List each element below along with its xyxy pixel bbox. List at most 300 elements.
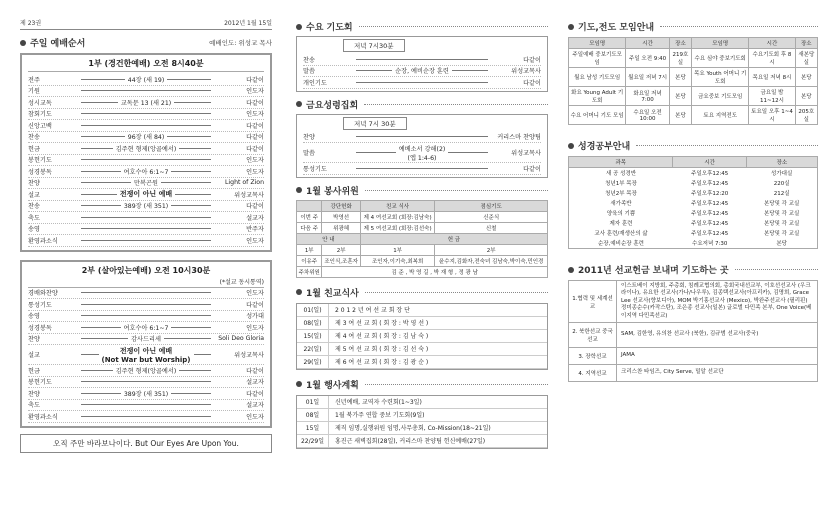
mission-category: 3. 장학선교 <box>569 348 617 365</box>
item-detail <box>78 389 214 398</box>
item-detail <box>78 98 214 107</box>
fellowship-row <box>297 317 547 330</box>
service2-row <box>28 334 264 346</box>
item-person: 다같이 <box>246 122 264 130</box>
item-detail <box>78 346 214 364</box>
meet-cell: 본당 <box>669 87 691 106</box>
leader-line <box>179 370 211 371</box>
study-cell: 본당및 각 교실 <box>763 211 800 217</box>
vol-usher: 조인자,이기숙,최복희 <box>360 255 434 266</box>
item-label: 찬양 <box>28 336 40 344</box>
item-text: 예베소서 강해(2) (엡 1:4-6) <box>398 145 446 162</box>
item-text: 여호수아 6:1~7 <box>123 324 169 332</box>
item-person: 인도자 <box>246 157 264 165</box>
meet-cell: 본당 <box>669 106 691 125</box>
fellowship-date: 22(일) <box>297 343 329 355</box>
fellowship-text: 2 0 1 2 년 여 선 교 회 장 단 <box>335 307 410 314</box>
item-person: 다같이 <box>246 203 264 211</box>
item-person: 성가대 <box>246 313 264 321</box>
event-row <box>297 422 547 435</box>
item-label: 찬양 <box>303 134 315 142</box>
item-person: 인도자 <box>246 111 264 119</box>
mission-detail: 이스트베이 지방회, 주총회, 침례교협의회, 총회국내선교부, 이호선선교사 (우크라이나), 유요한 선교사(가나/나우루), 김종택선교사(아프리카), 김명희, Grace Lee 선교사(향보디아), MOM 박기홍선교사 (Mexico), 박완주선교사 (필리핀) 정미종순수(카작스탄), 조은종 선교사(일본) 글로벌 다민족 본부, One Voice(베이지역 다민족선교) <box>617 281 818 323</box>
leader-line <box>81 416 211 417</box>
service1-row <box>28 74 264 86</box>
item-text: 44장 (새 19) <box>127 76 165 84</box>
leader-line <box>452 70 488 71</box>
item-label: 찬송 <box>28 134 40 142</box>
item-person: 위성교목사 <box>511 68 541 76</box>
study-cell: 수요저녁 7:30 <box>692 241 728 247</box>
item-label: 전주 <box>28 76 40 84</box>
wed-row <box>303 66 541 78</box>
service1-row <box>28 120 264 132</box>
item-detail <box>78 90 214 91</box>
event-date: 01일 <box>297 396 329 408</box>
bulletin-date: 2012년 1월 15일 <box>224 20 272 27</box>
item-text: 만복곤원 <box>134 180 158 188</box>
event-row <box>297 409 547 422</box>
study-cell: 212실 <box>773 191 790 197</box>
item-text: 389장 (새 351) <box>123 203 169 211</box>
leader-line <box>81 171 121 172</box>
mission-table <box>568 280 818 382</box>
study-header: 과목 <box>569 157 673 168</box>
item-detail <box>78 416 214 417</box>
leader-line <box>81 205 121 206</box>
item-text: 김주현 형제(앙골예서) <box>115 367 177 375</box>
vol-prayer: 신준식 <box>435 211 548 222</box>
leader-line <box>81 194 117 195</box>
item-detail <box>78 217 214 218</box>
item-person: 인도자 <box>246 413 264 421</box>
item-person: 다같이 <box>246 76 264 84</box>
vol-prayer: 신철 <box>435 222 548 233</box>
item-person: 인도자 <box>246 88 264 96</box>
leader-line <box>81 102 118 103</box>
meet-cell: 금요중보 기도모임 <box>692 87 749 106</box>
item-label: 찬양 <box>28 180 40 188</box>
item-detail <box>78 315 214 316</box>
leader-line <box>81 136 125 137</box>
item-detail <box>78 178 214 187</box>
leader-line <box>81 113 211 114</box>
study-row <box>569 208 818 218</box>
study-cell: 본당및 각 교실 <box>763 221 800 227</box>
mission-row <box>569 323 818 348</box>
item-text: 96장 (새 84) <box>127 134 165 142</box>
vol-meal: 제 5 여선교회 (회장:김선숙) <box>360 222 434 233</box>
item-person: 설교자 <box>246 402 264 410</box>
item-label: 헌금 <box>28 145 40 153</box>
service1-row <box>28 212 264 224</box>
item-detail <box>78 201 214 210</box>
service1-box <box>20 53 272 252</box>
vol-sub-col: 2부 <box>322 244 360 255</box>
meet-row <box>569 87 818 106</box>
meet-cell: 토요일 오후 1~4시 <box>749 106 795 125</box>
bullet-icon <box>296 289 302 295</box>
event-date: 08일 <box>297 409 329 421</box>
fellowship-text: 제 3 여 선 교 회 ( 회 장 : 박 영 선 ) <box>335 320 429 327</box>
study-cell: 220실 <box>773 181 790 187</box>
meet-row <box>569 49 818 68</box>
study-row <box>569 218 818 228</box>
item-person: Light of Zion <box>224 179 264 187</box>
service1-row <box>28 109 264 121</box>
study-row <box>569 198 818 208</box>
item-person: 다같이 <box>246 134 264 142</box>
item-text: 전쟁이 아닌 예배 <box>119 190 173 199</box>
fellowship-text: 제 6 여 선 교 회 ( 회 장 : 김 광 순 ) <box>335 359 429 366</box>
fellowship-row <box>297 356 547 369</box>
item-detail <box>78 113 214 114</box>
vol-sub-header: 헌 금 <box>360 233 547 244</box>
volunteers-heading: 1월 봉사위원 <box>296 184 548 197</box>
vol-sub-col: 1부 <box>297 244 322 255</box>
vol-flower: 위광혜 <box>322 222 360 233</box>
service1-row <box>28 189 264 201</box>
meet-cell: 월요 남성 기도모임 <box>569 68 626 87</box>
bullet-icon <box>568 267 574 273</box>
meet-cell: 주일 오전 9:40 <box>626 49 670 68</box>
leader-line <box>356 70 392 71</box>
leader-line <box>356 136 488 137</box>
service2-row <box>28 322 264 334</box>
fri-box <box>296 114 548 178</box>
vol-usher: 윤수지,김화자,전숙녀 김남숙,박이숙,민인경 <box>435 255 548 266</box>
item-person: 설교자 <box>246 379 264 387</box>
fellowship-heading: 1월 친교식사 <box>296 286 548 299</box>
service2-row <box>28 388 264 400</box>
vol-parking-label: 주차위원 <box>297 266 322 277</box>
fellowship-text: 제 5 여 선 교 회 ( 회 장 : 김 선 숙 ) <box>335 346 429 353</box>
item-detail <box>78 167 214 176</box>
mission-detail: SAM, 김한영, 유의찬 선교사 (북한), 김규범 선교사(중국) <box>617 323 818 348</box>
leader-line <box>356 59 488 60</box>
meet-header: 시간 <box>626 38 670 49</box>
item-text: 389장 (새 351) <box>123 390 169 398</box>
item-person: 다같이 <box>523 56 541 64</box>
meet-header: 모임명 <box>569 38 626 49</box>
service2-row <box>28 400 264 412</box>
vol-flower: 박영선 <box>322 211 360 222</box>
item-detail <box>78 144 214 153</box>
item-person: 설교자 <box>246 214 264 222</box>
worship-leader: 예배인도: 위성교 목사 <box>209 39 272 47</box>
bullet-icon <box>296 187 302 193</box>
meet-cell: 수요일 오전 10:00 <box>626 106 670 125</box>
event-text: 제직 임명,실행위원 임명,사무총회, Co-Mission(18~21일) <box>335 425 491 432</box>
item-detail <box>78 159 214 160</box>
item-label: 설교 <box>28 191 40 199</box>
meet-cell: 수요기도회 후 8시 <box>749 49 795 68</box>
meet-cell: 본당 <box>795 87 817 106</box>
item-detail <box>353 66 491 75</box>
service2-row <box>28 288 264 300</box>
leader-line <box>81 338 128 339</box>
column-meetings <box>296 0 548 507</box>
item-label: 축도 <box>28 402 40 410</box>
item-person: 위성교목사 <box>511 150 541 157</box>
study-row <box>569 228 818 238</box>
item-detail <box>353 82 491 83</box>
item-text: 전쟁이 아닌 예배 (Not War but Worship) <box>101 346 191 364</box>
vol-sub-col: 1부 <box>360 244 434 255</box>
item-detail <box>78 189 214 199</box>
item-label: 설교 <box>28 352 40 359</box>
item-person: 인도자 <box>246 168 264 176</box>
service2-note: (*설교 동시통역) <box>219 278 264 286</box>
meet-header: 장소 <box>669 38 691 49</box>
leader-line <box>167 136 211 137</box>
fellowship-row <box>297 304 547 317</box>
study-cell: 본당및 각 교실 <box>763 201 800 207</box>
item-label: 기원 <box>28 88 40 96</box>
bullet-icon <box>568 24 574 30</box>
study-cell: 주일오후12:45 <box>691 231 729 237</box>
item-label: 환영과소식 <box>28 237 58 245</box>
vol-header: 강단헌화 <box>322 200 360 211</box>
item-person: 다같이 <box>246 99 264 107</box>
fellowship-date: 08(일) <box>297 317 329 329</box>
service2-row <box>28 299 264 311</box>
item-label: 신앙고백 <box>28 122 52 130</box>
volunteers-table <box>296 200 548 278</box>
item-detail <box>78 323 214 332</box>
service2-row <box>28 311 264 323</box>
meet-header: 장소 <box>795 38 817 49</box>
item-person: Soli Deo Gloria <box>218 335 264 343</box>
service1-row <box>28 86 264 98</box>
meet-row <box>569 106 818 125</box>
vol-usher: 이유주 <box>297 255 322 266</box>
service1-row <box>28 97 264 109</box>
leader-line <box>81 370 113 371</box>
leader-line <box>448 152 488 153</box>
mission-heading: 2011년 선교헌금 보내며 기도하는 곳 <box>568 263 818 276</box>
item-label: 찬송 <box>28 203 40 211</box>
leader-line <box>81 125 211 126</box>
wed-row <box>303 77 541 89</box>
item-label: 봉헌기도 <box>28 157 52 165</box>
item-person: 인도자 <box>246 324 264 332</box>
fri-time: 저녁 7시 30분 <box>343 117 407 130</box>
event-text: 신년예배, 교역자 수련회(1~3일) <box>335 399 422 406</box>
leader-line <box>356 152 396 153</box>
item-label: 성시교독 <box>28 99 52 107</box>
item-label: 경배와찬양 <box>28 290 58 298</box>
wed-box <box>296 36 548 92</box>
meet-cell: 새본당실 <box>795 49 817 68</box>
item-detail <box>78 75 214 84</box>
wed-heading: 수요 기도회 <box>296 20 548 33</box>
leader-line <box>171 171 211 172</box>
issue-number: 제 23권 <box>20 20 42 27</box>
meet-cell: 219호실 <box>669 49 691 68</box>
mission-category: 1.협력 및 세계선교 <box>569 281 617 323</box>
meet-cell: 월요일 저녁 7시 <box>626 68 670 87</box>
item-label: 말씀 <box>303 150 315 157</box>
study-header: 장소 <box>746 157 817 168</box>
item-person: 위성교목사 <box>234 352 264 359</box>
event-row <box>297 396 547 409</box>
fri-heading: 금요성령집회 <box>296 98 548 111</box>
item-label: 개인기도 <box>303 79 327 87</box>
vol-header: 점심기도 <box>435 200 548 211</box>
leader-line <box>81 79 125 80</box>
item-label: 축도 <box>28 214 40 222</box>
vol-usher: 조인식,조혼자 <box>322 255 360 266</box>
leader-line <box>175 194 211 195</box>
item-label: 통성기도 <box>303 165 327 173</box>
study-cell: 주일오후12:45 <box>691 201 729 207</box>
leader-line <box>81 217 211 218</box>
item-label: 환영과소식 <box>28 413 58 421</box>
study-cell: 주일오후12:45 <box>691 181 729 187</box>
study-header-row <box>569 157 818 168</box>
study-header: 시간 <box>673 157 746 168</box>
vol-meal: 제 4 여선교회 (회장:김남숙) <box>360 211 434 222</box>
meetings-heading: 기도,전도 모임안내 <box>568 20 818 33</box>
vol-week: 이번 주 <box>297 211 322 222</box>
item-person: 다같이 <box>246 145 264 153</box>
service2-title: 2부 (살아있는예배) 오전 10시30분 <box>81 265 211 275</box>
event-text: 1월 북가주 연합 중보 기도회(9일) <box>335 412 425 419</box>
item-detail <box>78 404 214 405</box>
leader-line <box>194 354 212 355</box>
fellowship-text: 제 4 여 선 교 회 ( 회 장 : 김 남 숙 ) <box>335 333 429 340</box>
item-person: 반주자 <box>246 226 264 234</box>
meet-cell: 화요 Young Adult 기도회 <box>569 87 626 106</box>
leader-line <box>164 338 211 339</box>
fri-row <box>303 143 541 163</box>
leader-line <box>174 102 211 103</box>
meet-cell: 목요일 저녁 8시 <box>749 68 795 87</box>
item-person: 다같이 <box>246 301 264 309</box>
service1-row <box>28 201 264 213</box>
meet-cell: 토요 지역전도 <box>692 106 749 125</box>
mission-row <box>569 348 818 365</box>
event-text: 홍진근 새벽집회(28일), 커리스마 찬양팀 헌신예배(27일) <box>335 438 486 445</box>
event-row <box>297 435 547 448</box>
vol-sub-col: 2부 <box>435 244 548 255</box>
item-text: 김주현 형제(앙골예서) <box>115 145 177 153</box>
service2-box <box>20 260 272 428</box>
leader-line <box>161 182 211 183</box>
study-row <box>569 238 818 249</box>
fri-row <box>303 132 541 144</box>
vol-header: 친교 식사 <box>360 200 434 211</box>
item-detail <box>78 304 214 305</box>
meet-cell: 수요 어머니 기도 모임 <box>569 106 626 125</box>
study-heading: 성경공부안내 <box>568 139 818 152</box>
item-detail <box>78 334 214 343</box>
bulletin-header <box>20 16 272 30</box>
item-detail <box>78 125 214 126</box>
vol-corner <box>297 200 322 211</box>
leader-line <box>81 354 99 355</box>
study-cell: 양육의 기쁨 <box>606 211 636 217</box>
item-label: 성경봉독 <box>28 168 52 176</box>
item-detail <box>78 132 214 141</box>
item-label: 송영 <box>28 313 40 321</box>
item-detail <box>353 168 491 169</box>
service2-row <box>28 345 264 365</box>
mission-row <box>569 365 818 382</box>
mission-detail: JAMA <box>617 348 818 365</box>
item-detail <box>353 144 491 162</box>
vol-usher-row <box>297 255 548 266</box>
events-list <box>296 395 548 449</box>
bullet-icon <box>296 101 302 107</box>
mission-category: 4. 지역선교 <box>569 365 617 382</box>
meet-cell: 화요일 저녁7:00 <box>626 87 670 106</box>
item-person: 위성교목사 <box>234 191 264 199</box>
vol-header-row <box>297 200 548 211</box>
fellowship-date: 15(일) <box>297 330 329 342</box>
study-cell: 주일오후12:45 <box>691 211 729 217</box>
meet-cell: 본당 <box>795 68 817 87</box>
study-cell: 새가족반 <box>610 201 632 207</box>
bullet-icon <box>296 24 302 30</box>
column-info <box>568 0 818 507</box>
vol-parking-row <box>297 266 548 277</box>
leader-line <box>81 381 211 382</box>
item-detail <box>78 381 214 382</box>
study-cell: 새 공 성경반 <box>605 171 637 177</box>
meet-cell: 본당 <box>669 68 691 87</box>
item-label: 송영 <box>28 226 40 234</box>
vol-sub-header-row <box>297 233 548 244</box>
service1-row <box>28 155 264 167</box>
study-cell: 청년2부 목장 <box>605 191 637 197</box>
item-person: 다같이 <box>523 79 541 87</box>
item-label: 헌금 <box>28 367 40 375</box>
leader-line <box>356 168 488 169</box>
leader-line <box>81 393 121 394</box>
vol-sub-header: 안 내 <box>297 233 361 244</box>
fellowship-date: 29(일) <box>297 356 329 368</box>
vol-row <box>297 222 548 233</box>
mission-detail: 크리스찬 타임즈, City Serve, 밀알 선교단 <box>617 365 818 382</box>
study-cell: 순장,예비순장 훈련 <box>597 241 644 247</box>
bullet-icon <box>568 143 574 149</box>
item-text: 감사드리세 <box>131 336 161 344</box>
study-row <box>569 168 818 179</box>
fellowship-row <box>297 343 547 356</box>
study-row <box>569 188 818 198</box>
item-detail <box>78 292 214 293</box>
leader-line <box>81 240 211 241</box>
study-cell: 제자 훈련 <box>609 221 633 227</box>
item-person: 다같이 <box>523 165 541 173</box>
study-row <box>569 178 818 188</box>
item-detail <box>353 59 491 60</box>
leader-line <box>81 90 211 91</box>
item-text: 여호수아 6:1~7 <box>123 168 169 176</box>
meet-cell: 수요 심야 중보기도회 <box>692 49 749 68</box>
leader-line <box>171 327 211 328</box>
meet-cell: 목요 Youth 어머니 기도회 <box>692 68 749 87</box>
fellowship-date: 01(일) <box>297 304 329 316</box>
service1-row <box>28 143 264 155</box>
leader-line <box>81 292 211 293</box>
mission-row <box>569 281 818 323</box>
meet-header-row <box>569 38 818 49</box>
bullet-icon <box>20 40 26 46</box>
item-detail <box>353 136 491 137</box>
